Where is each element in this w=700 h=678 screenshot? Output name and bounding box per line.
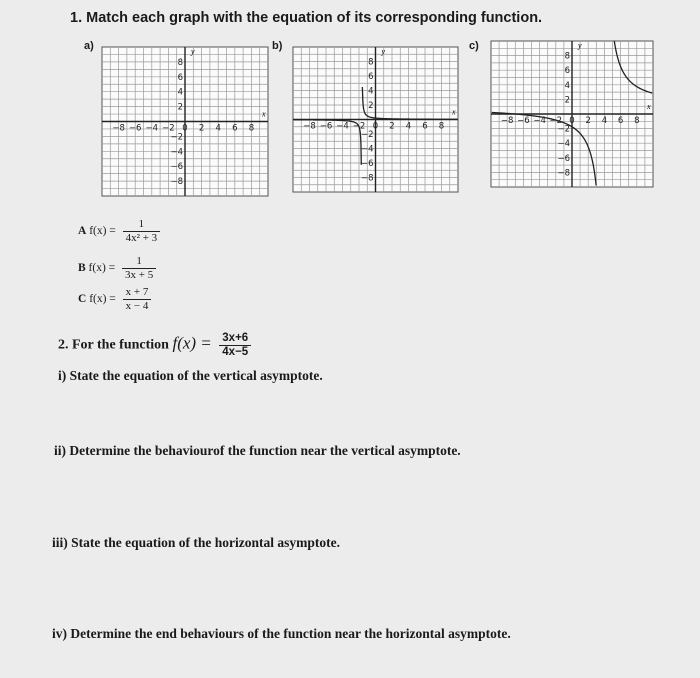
x-tick-label: −2 xyxy=(549,116,563,126)
graph-a xyxy=(99,44,271,199)
x-tick-label: 4 xyxy=(405,121,412,132)
x-tick-label: 6 xyxy=(617,116,624,126)
x-tick-label: 2 xyxy=(389,121,395,132)
x-tick-label: 4 xyxy=(601,116,608,126)
x-tick-label: 2 xyxy=(585,116,591,126)
equation-a xyxy=(78,218,160,245)
x-tick-label: −8 xyxy=(112,123,125,134)
x-tick-label: 0 xyxy=(372,121,379,132)
x-tick-label: 0 xyxy=(182,123,188,134)
y-tick-label: −6 xyxy=(360,159,374,169)
equation-b xyxy=(78,255,156,282)
graph-a-label: a) xyxy=(84,40,94,52)
x-axis-label: x xyxy=(647,102,651,111)
y-tick-label: 8 xyxy=(564,51,570,62)
x-tick-label: 2 xyxy=(198,123,205,134)
equation-a-numerator: 1 xyxy=(123,218,161,232)
y-axis-label: y xyxy=(191,47,195,56)
graph-c-label: c) xyxy=(469,40,479,52)
y-tick-label: −4 xyxy=(170,147,183,158)
question-2-title xyxy=(58,332,251,359)
x-tick-label: 6 xyxy=(422,121,428,132)
y-tick-label: 4 xyxy=(564,80,570,91)
x-tick-label: 4 xyxy=(215,123,221,134)
y-tick-label: −4 xyxy=(360,144,374,155)
y-tick-label: 8 xyxy=(368,57,374,68)
x-tick-label: −4 xyxy=(145,123,159,134)
x-tick-label: −6 xyxy=(128,123,142,134)
y-tick-label: −8 xyxy=(360,173,374,184)
question-2-function-lhs: f(x) = xyxy=(172,333,212,353)
y-tick-label: 6 xyxy=(177,72,183,83)
x-tick-label: −8 xyxy=(303,121,316,132)
x-tick-label: 0 xyxy=(569,116,575,126)
question-2-part-i: i) State the equation of the vertical asymptote. xyxy=(58,368,323,383)
y-tick-label: −8 xyxy=(170,177,183,188)
y-tick-label: 6 xyxy=(368,72,374,82)
x-tick-label: 8 xyxy=(634,116,640,126)
question-2-part-ii: ii) Determine the behaviourof the function near the vertical asymptote. xyxy=(54,443,461,458)
equation-c-numerator: x + 7 xyxy=(123,286,152,300)
y-tick-label: −2 xyxy=(557,124,570,135)
y-tick-label: −8 xyxy=(557,168,570,179)
x-tick-label: −8 xyxy=(500,116,514,126)
x-tick-label: −4 xyxy=(336,121,349,132)
equation-c xyxy=(78,286,151,313)
y-tick-label: 4 xyxy=(368,86,374,97)
equation-b-fraction xyxy=(122,255,156,282)
x-tick-label: 8 xyxy=(438,121,445,132)
equation-b-name: B xyxy=(78,262,86,275)
x-tick-label: 6 xyxy=(232,123,238,134)
y-tick-label: −4 xyxy=(557,139,570,150)
equation-c-denominator: x − 4 xyxy=(125,300,149,312)
x-tick-label: −2 xyxy=(162,123,175,134)
graph-b-label: b) xyxy=(272,40,283,52)
equation-b-denominator: 3x + 5 xyxy=(125,269,154,281)
equation-a-name: A xyxy=(78,225,87,238)
question-2-intro: 2. For the function xyxy=(58,337,169,353)
x-tick-label: −4 xyxy=(533,116,546,126)
equation-a-denominator: 4x² + 3 xyxy=(125,232,158,244)
x-tick-label: −6 xyxy=(319,121,333,132)
question-2-fraction xyxy=(219,332,251,359)
x-tick-label: −2 xyxy=(352,121,366,132)
question-2-part-iv: iv) Determine the end behaviours of the function near the horizontal asymptote. xyxy=(52,626,511,641)
y-tick-label: 8 xyxy=(177,57,183,68)
x-tick-label: −6 xyxy=(517,116,530,126)
equation-a-lhs: f(x) = xyxy=(89,225,116,238)
y-tick-label: 2 xyxy=(564,95,570,106)
y-axis-label: y xyxy=(578,41,582,50)
question-2-part-iii: iii) State the equation of the horizontal asymptote. xyxy=(52,535,340,550)
y-tick-label: 6 xyxy=(564,66,570,77)
equation-c-fraction xyxy=(123,286,152,313)
question-1-title: 1. Match each graph with the equation of its corresponding function. xyxy=(70,10,543,26)
y-tick-label: 4 xyxy=(177,87,183,98)
equation-a-fraction xyxy=(123,218,161,245)
x-tick-label: 8 xyxy=(248,123,255,134)
graph-b xyxy=(290,44,461,195)
y-tick-label: −6 xyxy=(557,153,570,164)
equation-c-name: C xyxy=(78,293,87,306)
graph-c xyxy=(488,38,656,190)
x-axis-label: x xyxy=(452,107,456,117)
y-tick-label: −2 xyxy=(360,130,374,140)
y-tick-label: −6 xyxy=(170,162,183,173)
y-tick-label: 2 xyxy=(368,101,374,111)
question-2-denominator: 4x−5 xyxy=(222,346,249,358)
equation-c-lhs: f(x) = xyxy=(89,293,116,306)
equation-b-lhs: f(x) = xyxy=(88,262,116,275)
y-tick-label: 2 xyxy=(177,102,183,113)
x-axis-label: x xyxy=(262,109,266,119)
question-2-numerator: 3x+6 xyxy=(219,332,251,346)
y-axis-label: y xyxy=(381,47,386,56)
equation-b-numerator: 1 xyxy=(122,255,156,269)
y-tick-label: −2 xyxy=(170,132,183,143)
